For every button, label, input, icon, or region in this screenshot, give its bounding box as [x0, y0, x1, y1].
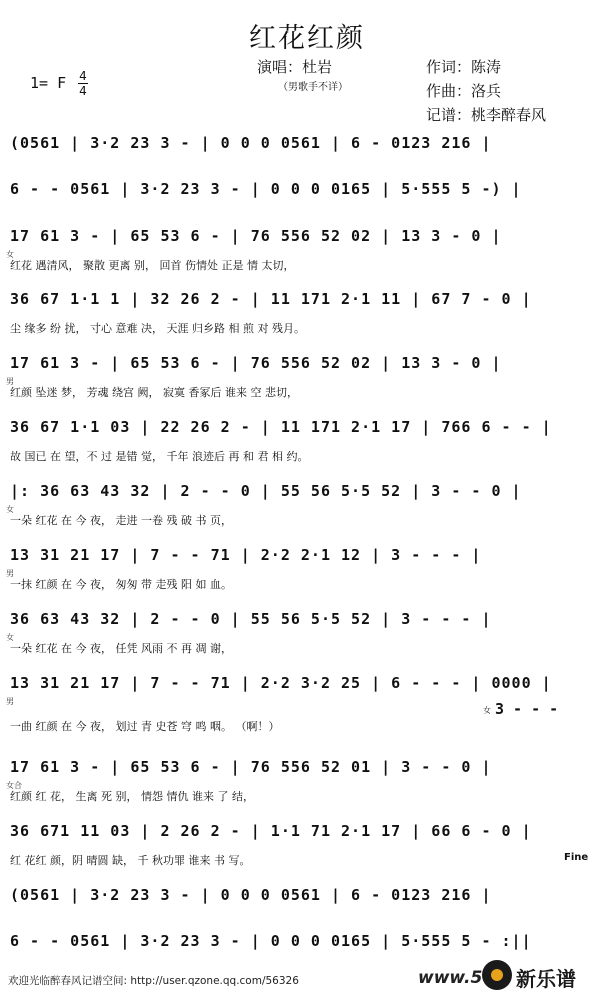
notes: 13 31 21 17 | 7 - - 71 | 2·2 3·2 25 | 6 - - - | 0000 | — [10, 674, 552, 692]
notes: 36 67 1·1 03 | 22 26 2 - | 11 171 2·1 17 | 766 6 - - | — [10, 418, 552, 436]
transcriber: 记谱：桃李醉春风 — [426, 106, 547, 124]
notes: 17 61 3 - | 65 53 6 - | 76 556 52 02 | 13 3 - 0 | — [10, 354, 502, 372]
lyrics: 红花 遇清风， 聚散 更离 别， 回首 伤情处 正是 情 太切， — [10, 259, 295, 272]
notes: |: 36 63 43 32 | 2 - - 0 | 55 56 5·5 52 | 3 - - 0 | — [10, 482, 522, 500]
voice-mark: 女合 — [6, 781, 22, 790]
voice-mark: 男 — [6, 377, 14, 386]
site-text: www.5 — [418, 968, 483, 988]
lyrics: 一抹 红颜 在 今 夜， 匆匆 带 走残 阳 如 血。 — [10, 578, 232, 591]
voice-mark: 男 — [6, 569, 14, 578]
performer: 演唱：杜岩 — [257, 58, 333, 76]
lyrics: 红颜 坠迷 梦， 芳魂 绕宫 阙， 寂寞 香冢后 谁来 空 悲切， — [10, 386, 298, 399]
notes: 17 61 3 - | 65 53 6 - | 76 556 52 02 | 13 3 - 0 | — [10, 227, 502, 245]
lyrics: 一曲 红颜 在 今 夜， 划过 青 史苍 穹 鸣 咽。 （啊！） — [10, 720, 280, 733]
voice-mark: 男 — [6, 697, 14, 706]
key-signature: 1= F — [30, 74, 67, 92]
alt-voice-mark: 女 — [483, 706, 491, 715]
notes: 17 61 3 - | 65 53 6 - | 76 556 52 01 | 3 - - 0 | — [10, 758, 492, 776]
notes: 36 63 43 32 | 2 - - 0 | 55 56 5·5 52 | 3 - - - | — [10, 610, 492, 628]
lyrics: 红颜 红 花， 生离 死 别， 情怨 情仇 谁来 了 结， — [10, 790, 254, 803]
lyrics: 红 花红 颜，阴 晴圆 缺， 千 秋功罪 谁来 书 写。 — [10, 854, 251, 867]
notes: 6 - - 0561 | 3·2 23 3 - | 0 0 0 0165 | 5·555 5 - :|| — [10, 932, 532, 950]
music-disc-icon — [482, 960, 512, 990]
notes: (0561 | 3·2 23 3 - | 0 0 0 0561 | 6 - 0123 216 | — [10, 886, 492, 904]
voice-mark: 女 — [6, 633, 14, 642]
lyrics: 故 国已 在 望，不 过 是错 觉， 千年 浪迹后 再 和 君 相 约。 — [10, 450, 309, 463]
notes: 13 31 21 17 | 7 - - 71 | 2·2 2·1 12 | 3 - - - | — [10, 546, 482, 564]
lyricist: 作词：陈涛 — [426, 58, 502, 76]
lyrics: 尘 缘多 纷 扰， 寸心 意难 决， 天涯 归乡路 相 煎 对 残月。 — [10, 322, 305, 335]
song-title: 红花红颜 — [249, 23, 365, 54]
time-sig-bottom: 4 — [79, 84, 87, 98]
voice-mark: 女 — [6, 250, 14, 259]
time-sig-top: 4 — [79, 69, 87, 83]
logo-text: 新乐谱 — [516, 967, 576, 991]
lyrics: 一朵 红花 在 今 夜， 走进 一卷 残 破 书 页， — [10, 514, 232, 527]
performer-note: （男歌手不详） — [278, 82, 348, 93]
footer-text: 欢迎光临醉春风记谱空间: http://user.qzone.qq.com/56326 — [8, 975, 299, 987]
notes: 36 67 1·1 1 | 32 26 2 - | 11 171 2·1 11 | 67 7 - 0 | — [10, 290, 532, 308]
lyrics: 一朵 红花 在 今 夜， 任凭 风雨 不 再 凋 谢， — [10, 642, 232, 655]
voice-mark: 女 — [6, 505, 14, 514]
fine-mark: Fine — [564, 852, 589, 863]
composer: 作曲：洛兵 — [426, 82, 502, 100]
notes: 6 - - 0561 | 3·2 23 3 - | 0 0 0 0165 | 5·555 5 -) | — [10, 180, 522, 198]
time-signature — [78, 70, 88, 97]
notes: 36 671 11 03 | 2 26 2 - | 1·1 71 2·1 17 | 66 6 - 0 | — [10, 822, 532, 840]
notes: (0561 | 3·2 23 3 - | 0 0 0 0561 | 6 - 0123 216 | — [10, 134, 492, 152]
alt-notes: 3 - - - — [495, 700, 559, 718]
site-logo — [482, 960, 610, 992]
